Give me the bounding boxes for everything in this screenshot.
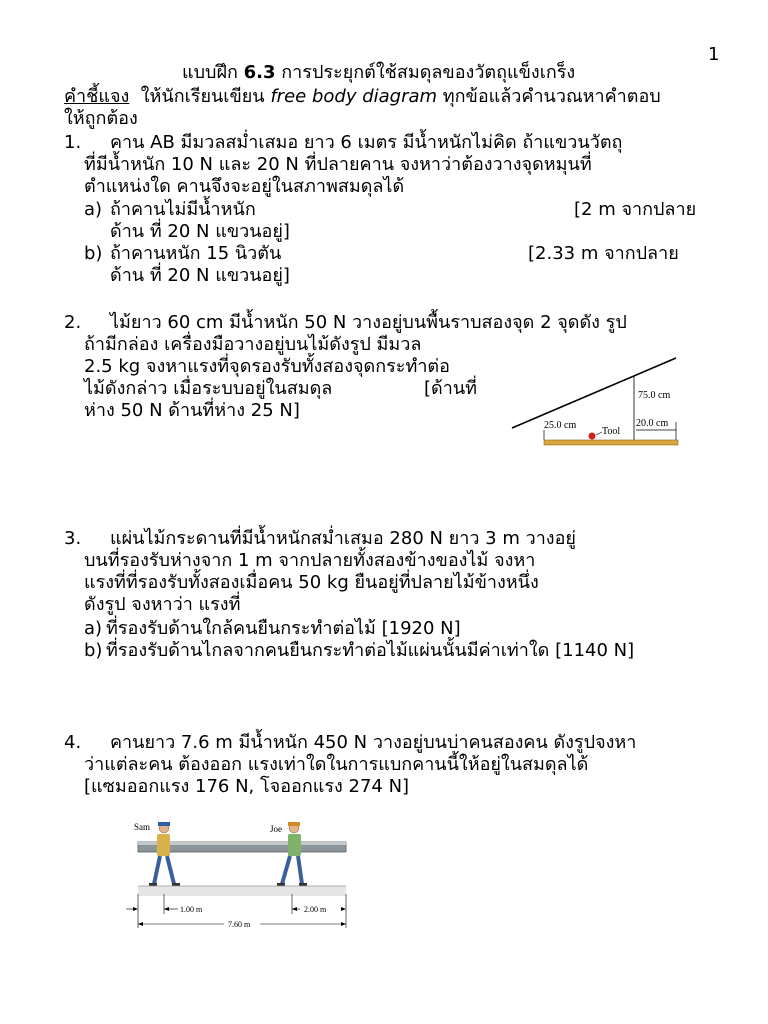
problem-3b-answer: [1140 N] — [555, 640, 635, 661]
instruction-line-2: ให้ถูกต้อง — [64, 108, 138, 129]
problem-3b-question: ที่รองรับด้านไกลจากคนยืนกระทำต่อไม้แผ่นนั้นมีค่าเท่าใด — [106, 640, 550, 661]
dim-right-arrowhead-2 — [341, 907, 346, 911]
ground — [138, 886, 346, 896]
dim-left-label: 25.0 cm — [544, 420, 577, 431]
plank-tool-figure — [508, 350, 688, 450]
dim-total-arrowhead-right — [341, 922, 346, 926]
dim-total-label: 7.60 m — [228, 920, 251, 929]
problem-3b-label: b) — [84, 640, 103, 661]
sam-figure — [149, 822, 180, 886]
instruction-line — [64, 86, 661, 108]
problem-3a-answer: [1920 N] — [381, 618, 461, 639]
problem-1-number: 1. — [64, 132, 82, 153]
problem-1a-answer-cont: ด้าน ที่ 20 N แขวนอยู่] — [110, 221, 290, 242]
problem-2-answer: [ด้านที่ — [424, 378, 477, 399]
problem-3b-text — [106, 640, 634, 662]
joe-label: Joe — [270, 824, 282, 834]
problem-1b-text: ถ้าคานหนัก 15 นิวตัน — [110, 243, 282, 264]
problem-2-line: ไม้ดังกล่าว เมื่อระบบอยู่ในสมดุล — [84, 378, 333, 399]
floor-board — [544, 440, 678, 445]
problem-3a-label: a) — [84, 618, 103, 639]
problem-2-answer-cont: ห่าง 50 N ด้านที่ห่าง 25 N] — [84, 400, 300, 421]
page-title — [182, 62, 575, 84]
problem-3a-text — [106, 618, 461, 640]
problem-2-number: 2. — [64, 312, 82, 333]
dim-right-arrowhead — [292, 907, 297, 911]
problem-2-line: ถ้ามีกล่อง เครื่องมือวางอยู่บนไม้ดังรูป มีมวล — [84, 334, 422, 355]
tool-dot — [589, 433, 596, 440]
instruction-text-a: ให้นักเรียนเขียน — [140, 86, 265, 107]
dim-right-label: 2.00 m — [304, 905, 327, 914]
page-number: 1 — [708, 44, 720, 65]
dim-top-label: 75.0 cm — [638, 390, 671, 401]
problem-4-number: 4. — [64, 732, 82, 753]
instruction-label: คำชี้แจง — [64, 86, 130, 107]
problem-1-line: คาน AB มีมวลสม่ำเสมอ ยาว 6 เมตร มีน้ำหนักไม่คิด ถ้าแขวนวัตถุ — [110, 132, 623, 153]
problem-1-line: ตำแหน่งใด คานจึงจะอยู่ในสภาพสมดุลได้ — [84, 176, 405, 197]
beam-carriers-figure — [124, 814, 360, 936]
problem-1-line: ที่มีน้ำหนัก 10 N และ 20 N ที่ปลายคาน จงหาว่าต้องวางจุดหมุนที่ — [84, 154, 592, 175]
sam-label: Sam — [134, 822, 151, 832]
dim-total-arrowhead-left — [138, 922, 143, 926]
problem-3-line: ดังรูป จงหาว่า แรงที่ — [84, 594, 241, 615]
title-rest: การประยุกต์ใช้สมดุลของวัตถุแข็งเกร็ง — [281, 62, 576, 83]
tool-label: Tool — [602, 426, 621, 437]
problem-1b-label: b) — [84, 243, 103, 264]
dim-left-arrowhead-2 — [164, 907, 169, 911]
problem-4-line: คานยาว 7.6 m มีน้ำหนัก 450 N วางอยู่บนบ่าคนสองคน ดังรูปจงหา — [110, 732, 637, 753]
problem-3-line: แรงที่ที่รองรับทั้งสองเมื่อคน 50 kg ยืนอยู่ที่ปลายไม้ข้างหนึ่ง — [84, 572, 539, 593]
problem-2-line: ไม้ยาว 60 cm มีน้ำหนัก 50 N วางอยู่บนพื้นราบสองจุด 2 จุดดัง รูป — [110, 312, 627, 333]
problem-3-line: แผ่นไม้กระดานที่มีน้ำหนักสม่ำเสมอ 280 N ยาว 3 m วางอยู่ — [110, 528, 576, 549]
problem-3a-question: ที่รองรับด้านใกล้คนยืนกระทำต่อไม้ — [106, 618, 376, 639]
dim-right-label: 20.0 cm — [636, 418, 669, 429]
dim-left-arrowhead — [133, 907, 138, 911]
problem-1a-text: ถ้าคานไม่มีน้ำหนัก — [110, 199, 256, 220]
instruction-text-b: ทุกข้อแล้วคำนวณหาคำตอบ — [442, 86, 661, 107]
dim-left-label: 1.00 m — [180, 905, 203, 914]
problem-3-number: 3. — [64, 528, 82, 549]
instruction-italic: free body diagram — [270, 86, 438, 107]
title-number: 6.3 — [243, 62, 276, 83]
problem-1a-answer: [2 m จากปลาย — [574, 199, 697, 220]
problem-1b-answer-cont: ด้าน ที่ 20 N แขวนอยู่] — [110, 265, 290, 286]
problem-4-line: ว่าแต่ละคน ต้องออก แรงเท่าใดในการแบกคานนี้ให้อยู่ในสมดุลได้ — [84, 754, 589, 775]
problem-3-line: บนที่รองรับห่างจาก 1 m จากปลายทั้งสองข้างของไม้ จงหา — [84, 550, 536, 571]
problem-1a-label: a) — [84, 199, 103, 220]
problem-1b-answer: [2.33 m จากปลาย — [528, 243, 679, 264]
problem-2-line: 2.5 kg จงหาแรงที่จุดรองรับทั้งสองจุดกระทำต่อ — [84, 356, 450, 377]
problem-4-answer: [แซมออกแรง 176 N, โจออกแรง 274 N] — [84, 776, 410, 797]
title-prefix: แบบฝึก — [182, 62, 238, 83]
